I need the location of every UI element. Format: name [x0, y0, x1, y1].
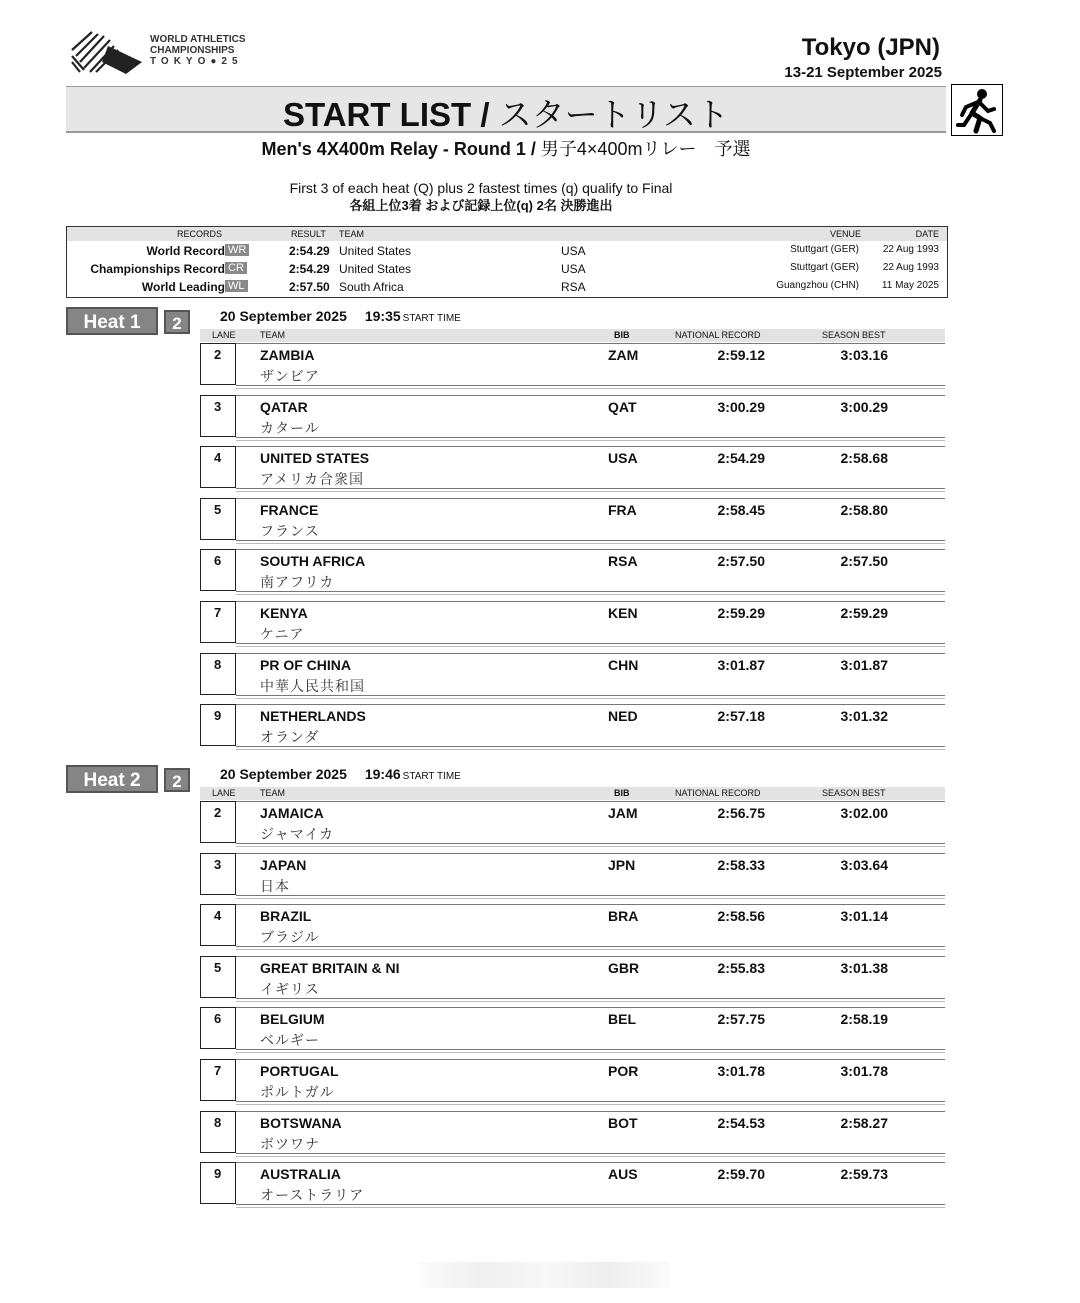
- row-divider: [236, 395, 945, 396]
- row-divider: [236, 498, 945, 499]
- national-record: 2:59.12: [717, 347, 765, 363]
- national-record: 2:57.18: [717, 708, 765, 725]
- record-row: [67, 260, 947, 278]
- row-divider: [236, 904, 945, 905]
- record-result: 2:54.29: [289, 244, 330, 258]
- national-record: 3:00.29: [717, 398, 765, 415]
- record-label: World Record: [146, 244, 225, 258]
- national-record-col: NATIONAL RECORD: [675, 788, 761, 798]
- team-name: JAPAN: [260, 856, 307, 873]
- lane-number: 9: [214, 708, 222, 724]
- bib-code: USA: [608, 450, 638, 467]
- lane-number: 5: [214, 501, 222, 517]
- championship-dates: 13-21 September 2025: [784, 64, 942, 81]
- row-divider: [236, 846, 945, 847]
- lane-box: [200, 801, 236, 843]
- lane-number: 9: [214, 1166, 222, 1182]
- lane-box: [200, 446, 236, 488]
- national-record: 2:59.29: [717, 605, 765, 621]
- row-divider: [236, 704, 945, 705]
- heat-time: 19:46: [364, 766, 401, 782]
- bib-code: QAT: [608, 398, 637, 415]
- national-record: 2:58.33: [717, 856, 765, 873]
- record-abbr: WL: [225, 280, 248, 292]
- team-name: FRANCE: [260, 501, 319, 518]
- team-name-jp: ケニア: [260, 626, 305, 642]
- lane-number: 2: [214, 805, 222, 820]
- national-record: 2:59.70: [717, 1166, 765, 1183]
- lane-box: [200, 1162, 236, 1204]
- table-row: [200, 1162, 945, 1208]
- record-nat: USA: [561, 244, 586, 258]
- lane-box: [200, 956, 236, 998]
- lane-box: [200, 343, 236, 385]
- team-name: UNITED STATES: [260, 450, 370, 467]
- bib-code: POR: [608, 1063, 639, 1079]
- team-name-jp: オーストラリア: [260, 1187, 365, 1204]
- row-divider: [236, 843, 945, 844]
- qualification-rule: [66, 180, 896, 214]
- heat-datetime: [220, 308, 461, 324]
- table-row: [200, 801, 945, 847]
- table-row: [200, 704, 945, 750]
- row-divider: [236, 1052, 945, 1053]
- season-best: 3:01.87: [840, 656, 888, 673]
- lane-box: [200, 1007, 236, 1049]
- team-name: PR OF CHINA: [260, 656, 351, 673]
- team-name: QATAR: [260, 398, 308, 415]
- team-name: GREAT BRITAIN & NI: [260, 959, 400, 976]
- season-best: 3:01.32: [840, 708, 888, 725]
- row-divider: [236, 1153, 945, 1154]
- logo-line-2: CHAMPIONSHIPS: [150, 45, 235, 56]
- record-team: United States: [339, 244, 412, 258]
- title-jp: スタートリスト: [498, 96, 730, 133]
- season-best: 3:03.16: [840, 347, 888, 363]
- row-divider: [236, 1162, 945, 1163]
- row-divider: [236, 1049, 945, 1050]
- row-divider: [236, 601, 945, 602]
- row-divider: [236, 949, 945, 950]
- heat-team-count: 2: [164, 768, 190, 792]
- national-record: 2:57.75: [717, 1011, 765, 1028]
- lane-box: [200, 1111, 236, 1153]
- bib-col: BIB: [614, 330, 630, 340]
- season-best: 3:01.38: [840, 959, 888, 976]
- event-name: [66, 135, 946, 161]
- season-best: 3:01.14: [840, 908, 888, 925]
- team-name-jp: 南アフリカ: [260, 574, 335, 591]
- bib-code: NED: [608, 708, 638, 725]
- row-divider: [236, 698, 945, 699]
- row-divider: [236, 853, 945, 854]
- bib-code: BOT: [608, 1114, 638, 1131]
- bib-code: AUS: [608, 1166, 638, 1183]
- record-abbr: CR: [225, 262, 247, 274]
- bib-code: BRA: [608, 908, 639, 925]
- lane-box: [200, 601, 236, 643]
- team-name-jp: 日本: [260, 877, 290, 894]
- row-divider: [236, 749, 945, 750]
- national-record: 3:01.78: [717, 1063, 765, 1079]
- records-header: [67, 227, 947, 241]
- lane-number: 7: [214, 1063, 222, 1078]
- national-record: 3:01.87: [717, 656, 765, 673]
- table-row: [200, 904, 945, 950]
- row-divider: [236, 946, 945, 947]
- table-row: [200, 549, 945, 595]
- row-divider: [236, 643, 945, 644]
- team-name-jp: 中華人民共和国: [260, 677, 365, 694]
- lane-number: 7: [214, 605, 222, 620]
- row-divider: [236, 440, 945, 441]
- lane-number: 6: [214, 553, 222, 569]
- date-col: DATE: [915, 229, 939, 239]
- team-name-jp: フランス: [260, 522, 320, 539]
- row-divider: [236, 591, 945, 592]
- start-time-label: START TIME: [402, 313, 461, 324]
- record-label: World Leading: [141, 280, 225, 294]
- event-en: Men's 4X400m Relay - Round 1 /: [261, 139, 536, 159]
- row-divider: [236, 437, 945, 438]
- row-divider: [236, 1001, 945, 1002]
- record-row: [67, 242, 947, 260]
- team-name: BOTSWANA: [260, 1114, 342, 1131]
- national-record: 2:55.83: [717, 959, 765, 976]
- table-row: [200, 1059, 945, 1105]
- title-en: START LIST /: [282, 96, 490, 133]
- row-divider: [236, 1156, 945, 1157]
- season-best: 3:02.00: [840, 805, 888, 821]
- team-col: TEAM: [260, 330, 286, 340]
- team-name-jp: イギリス: [260, 980, 320, 997]
- record-row: [67, 278, 947, 296]
- record-result: 2:54.29: [289, 262, 330, 276]
- lane-box: [200, 395, 236, 437]
- lane-box: [200, 653, 236, 695]
- row-divider: [236, 388, 945, 389]
- lane-number: 2: [214, 347, 222, 362]
- table-row: [200, 395, 945, 441]
- blurred-watermark: [420, 1262, 670, 1288]
- logo-line-3: TOKYO●25: [150, 56, 243, 67]
- team-name: SOUTH AFRICA: [260, 553, 366, 570]
- table-row: [200, 446, 945, 492]
- heat-label: Heat 1: [66, 307, 158, 335]
- qualification-en: First 3 of each heat (Q) plus 2 fastest times (q) qualify to Final: [289, 180, 673, 196]
- national-record: 2:58.45: [717, 501, 765, 518]
- row-divider: [236, 1111, 945, 1112]
- record-date: 22 Aug 1993: [882, 262, 939, 273]
- row-divider: [236, 385, 945, 386]
- national-record-col: NATIONAL RECORD: [675, 330, 761, 340]
- lane-number: 8: [214, 656, 222, 672]
- national-record: 2:54.29: [717, 450, 765, 467]
- row-divider: [236, 646, 945, 647]
- column-header: [200, 329, 945, 342]
- lane-box: [200, 904, 236, 946]
- table-row: [200, 343, 945, 389]
- row-divider: [236, 1207, 945, 1208]
- team-name: PORTUGAL: [260, 1063, 339, 1079]
- heat-label: Heat 2: [66, 765, 158, 793]
- lane-number: 4: [214, 450, 222, 466]
- lane-number: 3: [214, 856, 222, 872]
- row-divider: [236, 801, 945, 802]
- lane-number: 4: [214, 908, 222, 924]
- season-best: 2:58.27: [840, 1114, 888, 1131]
- bib-code: GBR: [608, 959, 640, 976]
- table-row: [200, 1111, 945, 1157]
- national-record: 2:58.56: [717, 908, 765, 925]
- national-record: 2:54.53: [717, 1114, 765, 1131]
- season-best: 2:57.50: [840, 553, 888, 570]
- bib-col: BIB: [614, 788, 630, 798]
- row-divider: [236, 895, 945, 896]
- record-result: 2:57.50: [289, 280, 330, 294]
- team-name-jp: ボツワナ: [260, 1135, 320, 1152]
- bib-code: KEN: [608, 605, 638, 621]
- national-record: 2:57.50: [717, 553, 765, 570]
- team-name-jp: ベルギー: [260, 1032, 320, 1049]
- row-divider: [236, 491, 945, 492]
- team-name-jp: ポルトガル: [260, 1084, 335, 1100]
- team-name-jp: オランダ: [260, 729, 320, 746]
- record-nat: RSA: [561, 280, 586, 294]
- lane-col: LANE: [212, 788, 236, 798]
- row-divider: [236, 446, 945, 447]
- season-best: 2:58.19: [840, 1011, 888, 1028]
- bib-code: JAM: [608, 805, 638, 821]
- lane-box: [200, 704, 236, 746]
- row-divider: [236, 1101, 945, 1102]
- row-divider: [236, 594, 945, 595]
- discipline-icon-box: [951, 84, 1003, 136]
- team-name: JAMAICA: [260, 805, 324, 821]
- team-name-jp: ジャマイカ: [260, 826, 335, 842]
- season-best: 3:03.64: [840, 856, 888, 873]
- record-nat: USA: [561, 262, 586, 276]
- bib-code: ZAM: [608, 347, 639, 363]
- lane-number: 6: [214, 1011, 222, 1027]
- bib-code: FRA: [608, 501, 637, 518]
- page-title: [66, 89, 946, 136]
- record-venue: Stuttgart (GER): [790, 244, 859, 255]
- table-row: [200, 1007, 945, 1053]
- lane-number: 8: [214, 1114, 222, 1130]
- record-abbr: WR: [225, 244, 249, 256]
- team-name: KENYA: [260, 605, 308, 621]
- season-best-col: SEASON BEST: [822, 330, 886, 340]
- column-header: [200, 787, 945, 800]
- table-row: [200, 956, 945, 1002]
- logo-text: [150, 34, 246, 67]
- team-name-jp: アメリカ合衆国: [260, 471, 365, 488]
- table-row: [200, 601, 945, 647]
- row-divider: [236, 540, 945, 541]
- team-name: BELGIUM: [260, 1011, 325, 1028]
- team-name-jp: ブラジル: [260, 929, 320, 946]
- heat-datetime: [220, 766, 461, 782]
- event-jp: 男子4×400mリレー 予選: [540, 139, 751, 159]
- row-divider: [236, 898, 945, 899]
- table-row: [200, 653, 945, 699]
- lane-box: [200, 549, 236, 591]
- season-best: 2:59.73: [840, 1166, 888, 1183]
- logo-line-1: WORLD ATHLETICS: [150, 34, 246, 45]
- row-divider: [236, 343, 945, 344]
- record-venue: Guangzhou (CHN): [776, 280, 859, 291]
- heat-date: 20 September 2025: [220, 766, 347, 782]
- record-label: Championships Record: [90, 262, 225, 276]
- heat-team-count: 2: [164, 310, 190, 334]
- team-name-jp: ザンビア: [260, 368, 320, 384]
- table-row: [200, 498, 945, 544]
- row-divider: [236, 956, 945, 957]
- city: Tokyo (JPN): [801, 34, 940, 61]
- season-best: 3:01.78: [840, 1063, 888, 1079]
- team-name: NETHERLANDS: [260, 708, 366, 725]
- row-divider: [236, 1104, 945, 1105]
- records-table: [66, 226, 948, 298]
- national-record: 2:56.75: [717, 805, 765, 821]
- record-date: 22 Aug 1993: [882, 244, 939, 255]
- runner-icon: [952, 85, 1002, 135]
- bib-code: CHN: [608, 656, 639, 673]
- season-best: 3:00.29: [840, 398, 888, 415]
- lane-box: [200, 1059, 236, 1101]
- records-col: RECORDS: [177, 229, 223, 239]
- season-best: 2:58.80: [840, 501, 888, 518]
- row-divider: [236, 1007, 945, 1008]
- team-col: TEAM: [260, 788, 286, 798]
- team-col: TEAM: [339, 229, 365, 239]
- team-name-jp: カタール: [260, 419, 320, 436]
- record-venue: Stuttgart (GER): [790, 262, 859, 273]
- record-team: South Africa: [339, 280, 404, 294]
- row-divider: [236, 1059, 945, 1060]
- team-name: AUSTRALIA: [260, 1166, 341, 1183]
- row-divider: [236, 543, 945, 544]
- team-name: BRAZIL: [260, 908, 312, 925]
- lane-number: 3: [214, 398, 222, 414]
- start-time-label: START TIME: [402, 771, 461, 782]
- venue-col: VENUE: [829, 229, 861, 239]
- heat-time: 19:35: [364, 308, 401, 324]
- row-divider: [236, 746, 945, 747]
- lane-number: 5: [214, 959, 222, 975]
- season-best: 2:58.68: [840, 450, 888, 467]
- row-divider: [236, 653, 945, 654]
- season-best-col: SEASON BEST: [822, 788, 886, 798]
- bib-code: RSA: [608, 553, 638, 570]
- qualification-jp: 各組上位3着 および記録上位(q) 2名 決勝進出: [349, 198, 613, 213]
- bib-code: JPN: [608, 856, 636, 873]
- heat-date: 20 September 2025: [220, 308, 347, 324]
- logo-mark-icon: [68, 26, 146, 76]
- lane-col: LANE: [212, 330, 236, 340]
- table-row: [200, 853, 945, 899]
- record-date: 11 May 2025: [881, 280, 939, 291]
- lane-box: [200, 853, 236, 895]
- bib-code: BEL: [608, 1011, 636, 1028]
- season-best: 2:59.29: [840, 605, 888, 621]
- team-name: ZAMBIA: [260, 347, 315, 363]
- lane-box: [200, 498, 236, 540]
- row-divider: [236, 549, 945, 550]
- result-col: RESULT: [291, 229, 326, 239]
- row-divider: [236, 998, 945, 999]
- record-team: United States: [339, 262, 412, 276]
